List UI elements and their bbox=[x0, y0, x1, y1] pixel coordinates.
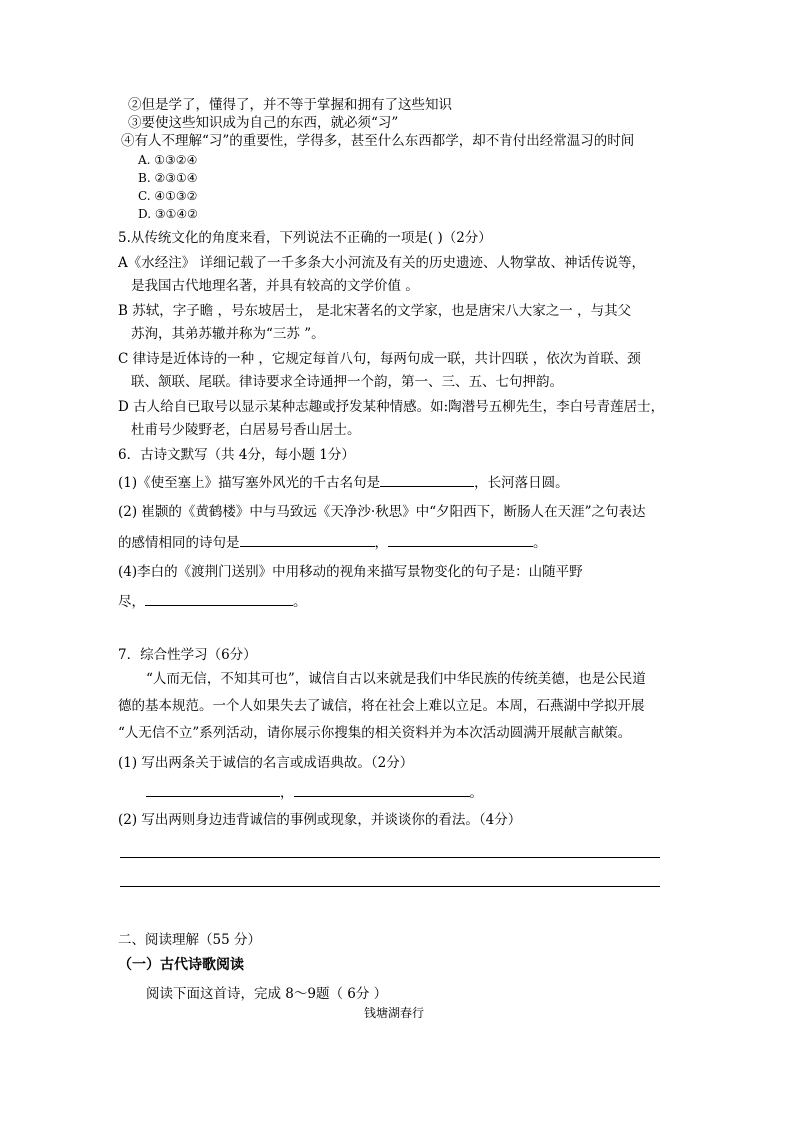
q7-paragraph-line3: “人无信不立”系列活动，请你展示你搜集的相关资料并为本次活动圆满开展献言献策。 bbox=[118, 725, 632, 741]
q4-option-c: C. ④①③② bbox=[138, 189, 198, 203]
q6-item-2-period: 。 bbox=[533, 535, 547, 551]
q6-item-4-line1: (4)李白的《渡荆门送别》中用移动的视角来描写景物变化的句子是：山随平野 bbox=[118, 564, 583, 580]
q4-sentence-4: ④有人不理解“习”的重要性，学得多，甚至什么东西都学，却不肯付出经常温习的时间 bbox=[121, 133, 635, 149]
q6-item-1 bbox=[118, 473, 569, 492]
q4-option-a: A. ①③②④ bbox=[138, 153, 198, 167]
q6-item-2-line2 bbox=[118, 533, 547, 552]
q6-item-4-line2 bbox=[118, 592, 307, 611]
q6-item-2-comma: ， bbox=[374, 535, 388, 551]
q7-answer-line-1[interactable] bbox=[120, 857, 660, 858]
q6-item-4-period: 。 bbox=[293, 594, 307, 610]
q7-answer-line-2[interactable] bbox=[120, 886, 660, 887]
poem-title: 钱塘湖春行 bbox=[364, 1006, 425, 1020]
section2-instruction: 阅读下面这首诗，完成 8～9题（ 6分 ） bbox=[146, 986, 388, 1002]
q7-subquestion-1: (1) 写出两条关于诚信的名言或成语典故。（2分） bbox=[118, 755, 414, 771]
q7-paragraph-line2: 德的基本规范。一个人如果失去了诚信，将在社会上难以立足。本周，石燕湖中学拟开展 bbox=[118, 698, 645, 714]
q6-item-2-blank-1[interactable] bbox=[240, 533, 375, 547]
q5-option-a-line2: 是我国古代地理名著，并具有较高的文学价值 。 bbox=[131, 278, 419, 294]
q6-stem: 6．古诗文默写（共 4分，每小题 1分） bbox=[118, 447, 355, 463]
q5-option-c-line2: 联、颔联、尾联。律诗要求全诗通押一个韵，第一、三、五、七句押韵。 bbox=[131, 374, 563, 390]
q7-answer-period: 。 bbox=[469, 785, 483, 801]
q7-answer-blank-1[interactable] bbox=[146, 783, 280, 797]
q7-subquestion-1-blanks bbox=[146, 783, 483, 802]
q5-option-d-line1: D 古人给自已取号以显示某种志趣或抒发某种情感。如:陶潜号五柳先生，李白号青莲居士， bbox=[118, 399, 665, 415]
q5-option-b-line2: 苏洵，其弟苏辙并称为“三苏 ”。 bbox=[131, 326, 325, 342]
q6-item-4-blank[interactable] bbox=[145, 592, 293, 606]
q5-option-d-line2: 杜甫号少陵野老，白居易号香山居士。 bbox=[131, 422, 361, 438]
q4-option-b: B. ②③①④ bbox=[138, 171, 198, 185]
q7-stem: 7．综合性学习（6分） bbox=[118, 647, 257, 663]
q5-option-c-line1: C 律诗是近体诗的一种 ，它规定每首八句，每两句成一联，共计四联 ，依次为首联、颈 bbox=[118, 351, 641, 367]
q5-stem: 5.从传统文化的角度来看，下列说法不正确的一项是( )（2分） bbox=[118, 230, 492, 246]
q6-item-1-prefix: (1)《使至塞上》描写塞外风光的千古名句是 bbox=[118, 475, 381, 491]
q6-item-1-suffix: ，长河落日圆。 bbox=[474, 475, 569, 491]
section2-heading: 二、阅读理解（55 分） bbox=[118, 932, 261, 948]
q6-item-2-line1: (2) 崔颢的《黄鹤楼》中与马致远《天净沙·秋思》中“夕阳西下，断肠人在天涯”之句表达 bbox=[118, 504, 646, 520]
q7-paragraph-line1: “人而无信，不知其可也”，诚信自古以来就是我们中华民族的传统美德，也是公民道 bbox=[146, 671, 646, 687]
q6-item-2-prefix: 的感情相同的诗句是 bbox=[118, 535, 240, 551]
q7-subquestion-2: (2) 写出两则身边违背诚信的事例或现象，并谈谈你的看法。（4分） bbox=[118, 812, 522, 828]
section2-subheading: （一）古代诗歌阅读 bbox=[118, 957, 244, 973]
q6-item-1-blank[interactable] bbox=[380, 473, 474, 487]
q7-answer-blank-2[interactable] bbox=[294, 783, 470, 797]
q4-sentence-2: ②但是学了，懂得了，并不等于掌握和拥有了这些知识 bbox=[128, 97, 452, 113]
q7-answer-comma: ， bbox=[280, 785, 294, 801]
q5-option-b-line1: B 苏轼，字子瞻 ，号东坡居士， 是北宋著名的文学家，也是唐宋八大家之一 ，与其父 bbox=[118, 303, 632, 319]
q4-option-d: D. ③①④② bbox=[138, 207, 198, 221]
q5-option-a-line1: A《水经注》 详细记载了一千多条大小河流及有关的历史遗迹、人物掌故、神话传说等， bbox=[118, 255, 646, 271]
q6-item-4-prefix: 尽， bbox=[118, 594, 145, 610]
q4-sentence-3: ③要使这些知识成为自己的东西，就必须“习” bbox=[128, 115, 399, 131]
q6-item-2-blank-2[interactable] bbox=[388, 533, 533, 547]
